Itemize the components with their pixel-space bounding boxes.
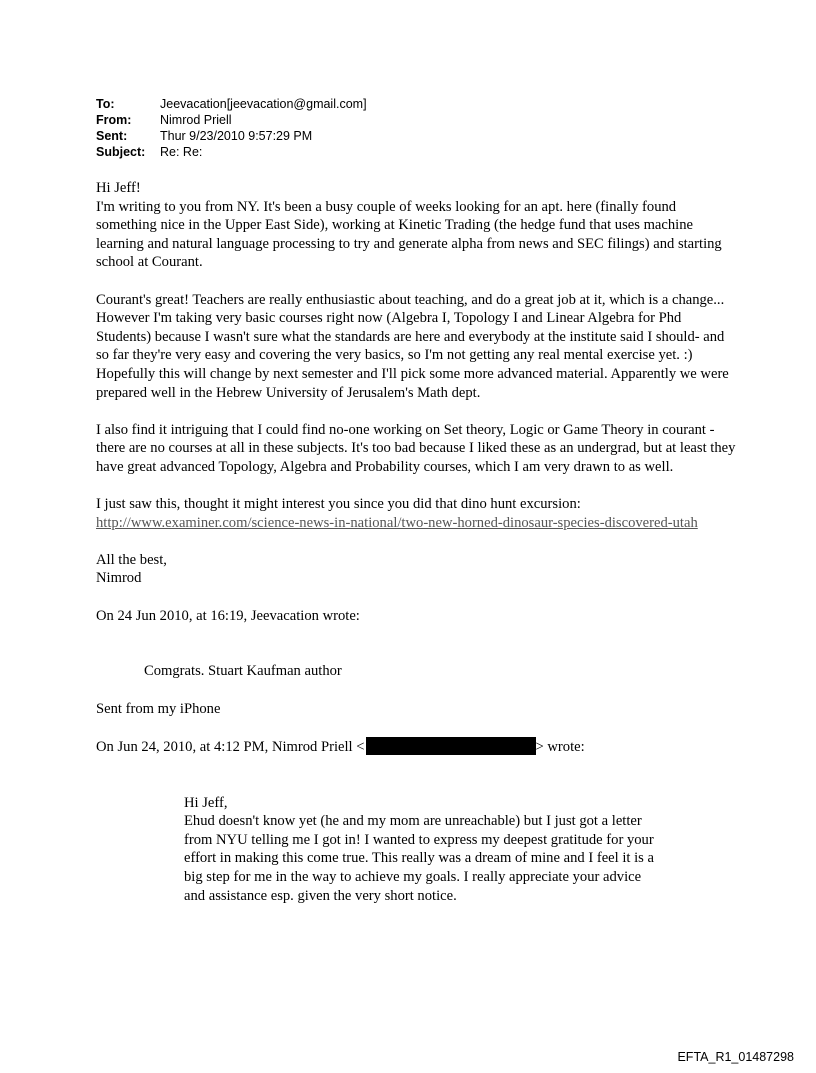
quote-text-2: Ehud doesn't know yet (he and my mom are unreachable) but I just got a letter from NYU telling me I got in! I wanted to express my deepest gratitude for your effort in making this come true. This really was a dream of mine and I feel it is a big step for me in the way to achieve my goals. I really appreciate your advice and assistance esp. given the very short notice.	[184, 813, 654, 904]
sent-row	[96, 128, 367, 144]
email-header	[96, 96, 367, 160]
subject-row	[96, 144, 367, 160]
paragraph-4: I just saw this, thought it might interest you since you did that dino hunt excursion:	[96, 496, 581, 513]
quote-greeting-2: Hi Jeff,	[184, 794, 228, 811]
from-row	[96, 112, 367, 128]
email-body	[96, 179, 736, 905]
paragraph-2: Courant's great! Teachers are really enthusiastic about teaching, and do a great job at it, which is a change... However I'm taking very basic courses right now (Algebra I, Topology I and Linear Algebra for Phd Students) because I wasn't sure what the standards are here and everybody at the institute said I should- and so far they're very easy and covering the very basics, so I'm not getting any real mental exercise yet. :) Hopefully this will change by next semester and I'll pick some more advanced material. Apparently we were prepared well in the Hebrew University of Jerusalem's Math dept.	[96, 291, 729, 401]
from-value: Nimrod Priell	[160, 113, 232, 127]
quote-intro-1: On 24 Jun 2010, at 16:19, Jeevacation wrote:	[96, 607, 360, 624]
greeting: Hi Jeff!	[96, 180, 141, 196]
to-row	[96, 96, 367, 112]
paragraph-1: I'm writing to you from NY. It's been a busy couple of weeks looking for an apt. here (finally found something nice in the Upper East Side), working at Kinetic Trading (the hedge fund that uses machine learning and natural language processing to try and generate alpha from news and SEC filings) and starting school at Courant.	[96, 198, 722, 271]
closing: All the best,	[96, 551, 167, 568]
quote-text-1: Comgrats. Stuart Kaufman author	[144, 663, 342, 680]
from-label: From:	[96, 113, 132, 127]
subject-value: Re: Re:	[160, 145, 203, 159]
paragraph-3: I also find it intriguing that I could find no-one working on Set theory, Logic or Game Theory in courant - there are no courses at all in these subjects. It's too bad because I liked these as an undergrad, but at least they have great advanced Topology, Algebra and Probability courses, which I am very drawn to as well.	[96, 421, 736, 475]
sent-from-iphone: Sent from my iPhone	[96, 700, 221, 717]
quote-intro-2-end: > wrote:	[535, 738, 585, 755]
quote-intro-2-start: On Jun 24, 2010, at 4:12 PM, Nimrod Priell <	[96, 738, 365, 755]
signature: Nimrod	[96, 570, 142, 587]
to-label: To:	[96, 97, 115, 111]
quote-intro-2	[96, 737, 736, 757]
document-id: EFTA_R1_01487298	[677, 1050, 794, 1064]
subject-label: Subject:	[96, 145, 146, 159]
article-link[interactable]: http://www.examiner.com/science-news-in-national/two-new-horned-dinosaur-species-discovered-utah	[96, 514, 698, 531]
redaction-box	[366, 737, 536, 755]
sent-label: Sent:	[96, 129, 128, 143]
to-value: Jeevacation[jeevacation@gmail.com]	[160, 97, 367, 111]
sent-value: Thur 9/23/2010 9:57:29 PM	[160, 129, 313, 143]
